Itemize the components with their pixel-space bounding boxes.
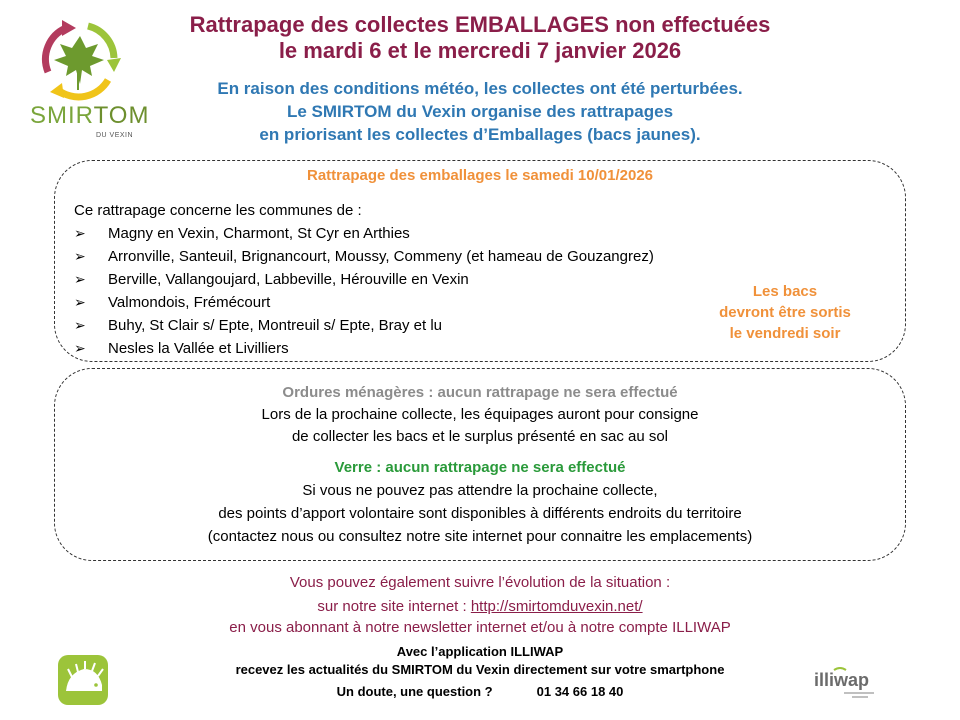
- communes-intro: Ce rattrapage concerne les communes de :: [74, 202, 362, 219]
- question-text: Un doute, une question ?: [336, 684, 493, 699]
- commune-text: Buhy, St Clair s/ Epte, Montreuil s/ Epte, Bray et lu: [108, 317, 443, 334]
- verre-heading: Verre : aucun rattrapage ne sera effectué: [334, 459, 626, 476]
- list-item: [74, 291, 654, 314]
- verre-line1: Si vous ne pouvez pas attendre la prochaine collecte,: [302, 482, 658, 499]
- arrow-bullet-icon: ➢: [74, 340, 86, 356]
- bacs-note-line2: devront être sortis: [719, 304, 851, 321]
- illiwap-logo: [812, 664, 892, 704]
- emballages-heading: Rattrapage des emballages le samedi 10/01/2026: [306, 167, 654, 184]
- communes-list: [74, 222, 654, 360]
- logo-wordmark: SMIRTOM: [30, 102, 150, 129]
- page-title-line2: le mardi 6 et le mercredi 7 janvier 2026: [278, 38, 682, 63]
- contact-line: [100, 683, 860, 701]
- follow-line2: [100, 596, 860, 617]
- commune-text: Arronville, Santeuil, Brignancourt, Moussy, Commeny (et hameau de Gouzangrez): [108, 248, 654, 265]
- follow-line1: Vous pouvez également suivre l’évolution de la situation :: [289, 574, 671, 591]
- hedgehog-icon: [58, 655, 108, 705]
- app-line1: Avec l’application ILLIWAP: [396, 644, 564, 659]
- intro-line2: Le SMIRTOM du Vexin organise des rattrapages: [286, 102, 674, 121]
- arrow-bullet-icon: ➢: [74, 225, 86, 241]
- svg-text:illiwap: illiwap: [814, 670, 870, 690]
- arrow-bullet-icon: ➢: [74, 248, 86, 264]
- commune-text: Magny en Vexin, Charmont, St Cyr en Arthies: [108, 225, 410, 242]
- illiwap-logo-icon: [812, 664, 892, 704]
- hedgehog-app-icon: [58, 655, 108, 705]
- arrow-bullet-icon: ➢: [74, 294, 86, 310]
- logo-subtitle: DU VEXIN: [96, 132, 134, 139]
- commune-text: Berville, Vallangoujard, Labbeville, Hérouville en Vexin: [108, 271, 469, 288]
- list-item: [74, 245, 654, 268]
- list-item: [74, 222, 654, 245]
- intro-line1: En raison des conditions météo, les collectes ont été perturbées.: [217, 79, 743, 98]
- arrow-bullet-icon: ➢: [74, 271, 86, 287]
- website-link[interactable]: http://smirtomduvexin.net/: [470, 598, 643, 615]
- intro-line3: en priorisant les collectes d’Emballages (bacs jaunes).: [259, 125, 701, 144]
- phone-number: 01 34 66 18 40: [536, 684, 624, 699]
- commune-text: Nesles la Vallée et Livilliers: [108, 340, 289, 357]
- list-item: [74, 337, 654, 360]
- om-line2: de collecter les bacs et le surplus présenté en sac au sol: [291, 428, 669, 445]
- bacs-note-line1: Les bacs: [752, 283, 818, 300]
- arrow-bullet-icon: ➢: [74, 317, 86, 333]
- list-item: [74, 314, 654, 337]
- verre-line3: (contactez nous ou consultez notre site internet pour connaitre les emplacements): [207, 528, 753, 545]
- om-heading: Ordures ménagères : aucun rattrapage ne sera effectué: [282, 384, 678, 401]
- verre-line2: des points d’apport volontaire sont disponibles à différents endroits du territoire: [218, 505, 742, 522]
- follow-prefix: sur notre site internet :: [317, 598, 471, 615]
- app-line2: recevez les actualités du SMIRTOM du Vexin directement sur votre smartphone: [235, 662, 725, 677]
- commune-text: Valmondois, Frémécourt: [108, 294, 271, 311]
- follow-line3: en vous abonnant à notre newsletter internet et/ou à notre compte ILLIWAP: [229, 619, 731, 636]
- list-item: [74, 268, 654, 291]
- page-title-line1: Rattrapage des collectes EMBALLAGES non effectuées: [189, 12, 771, 37]
- om-line1: Lors de la prochaine collecte, les équipages auront pour consigne: [261, 406, 699, 423]
- bacs-note-line3: le vendredi soir: [729, 325, 841, 342]
